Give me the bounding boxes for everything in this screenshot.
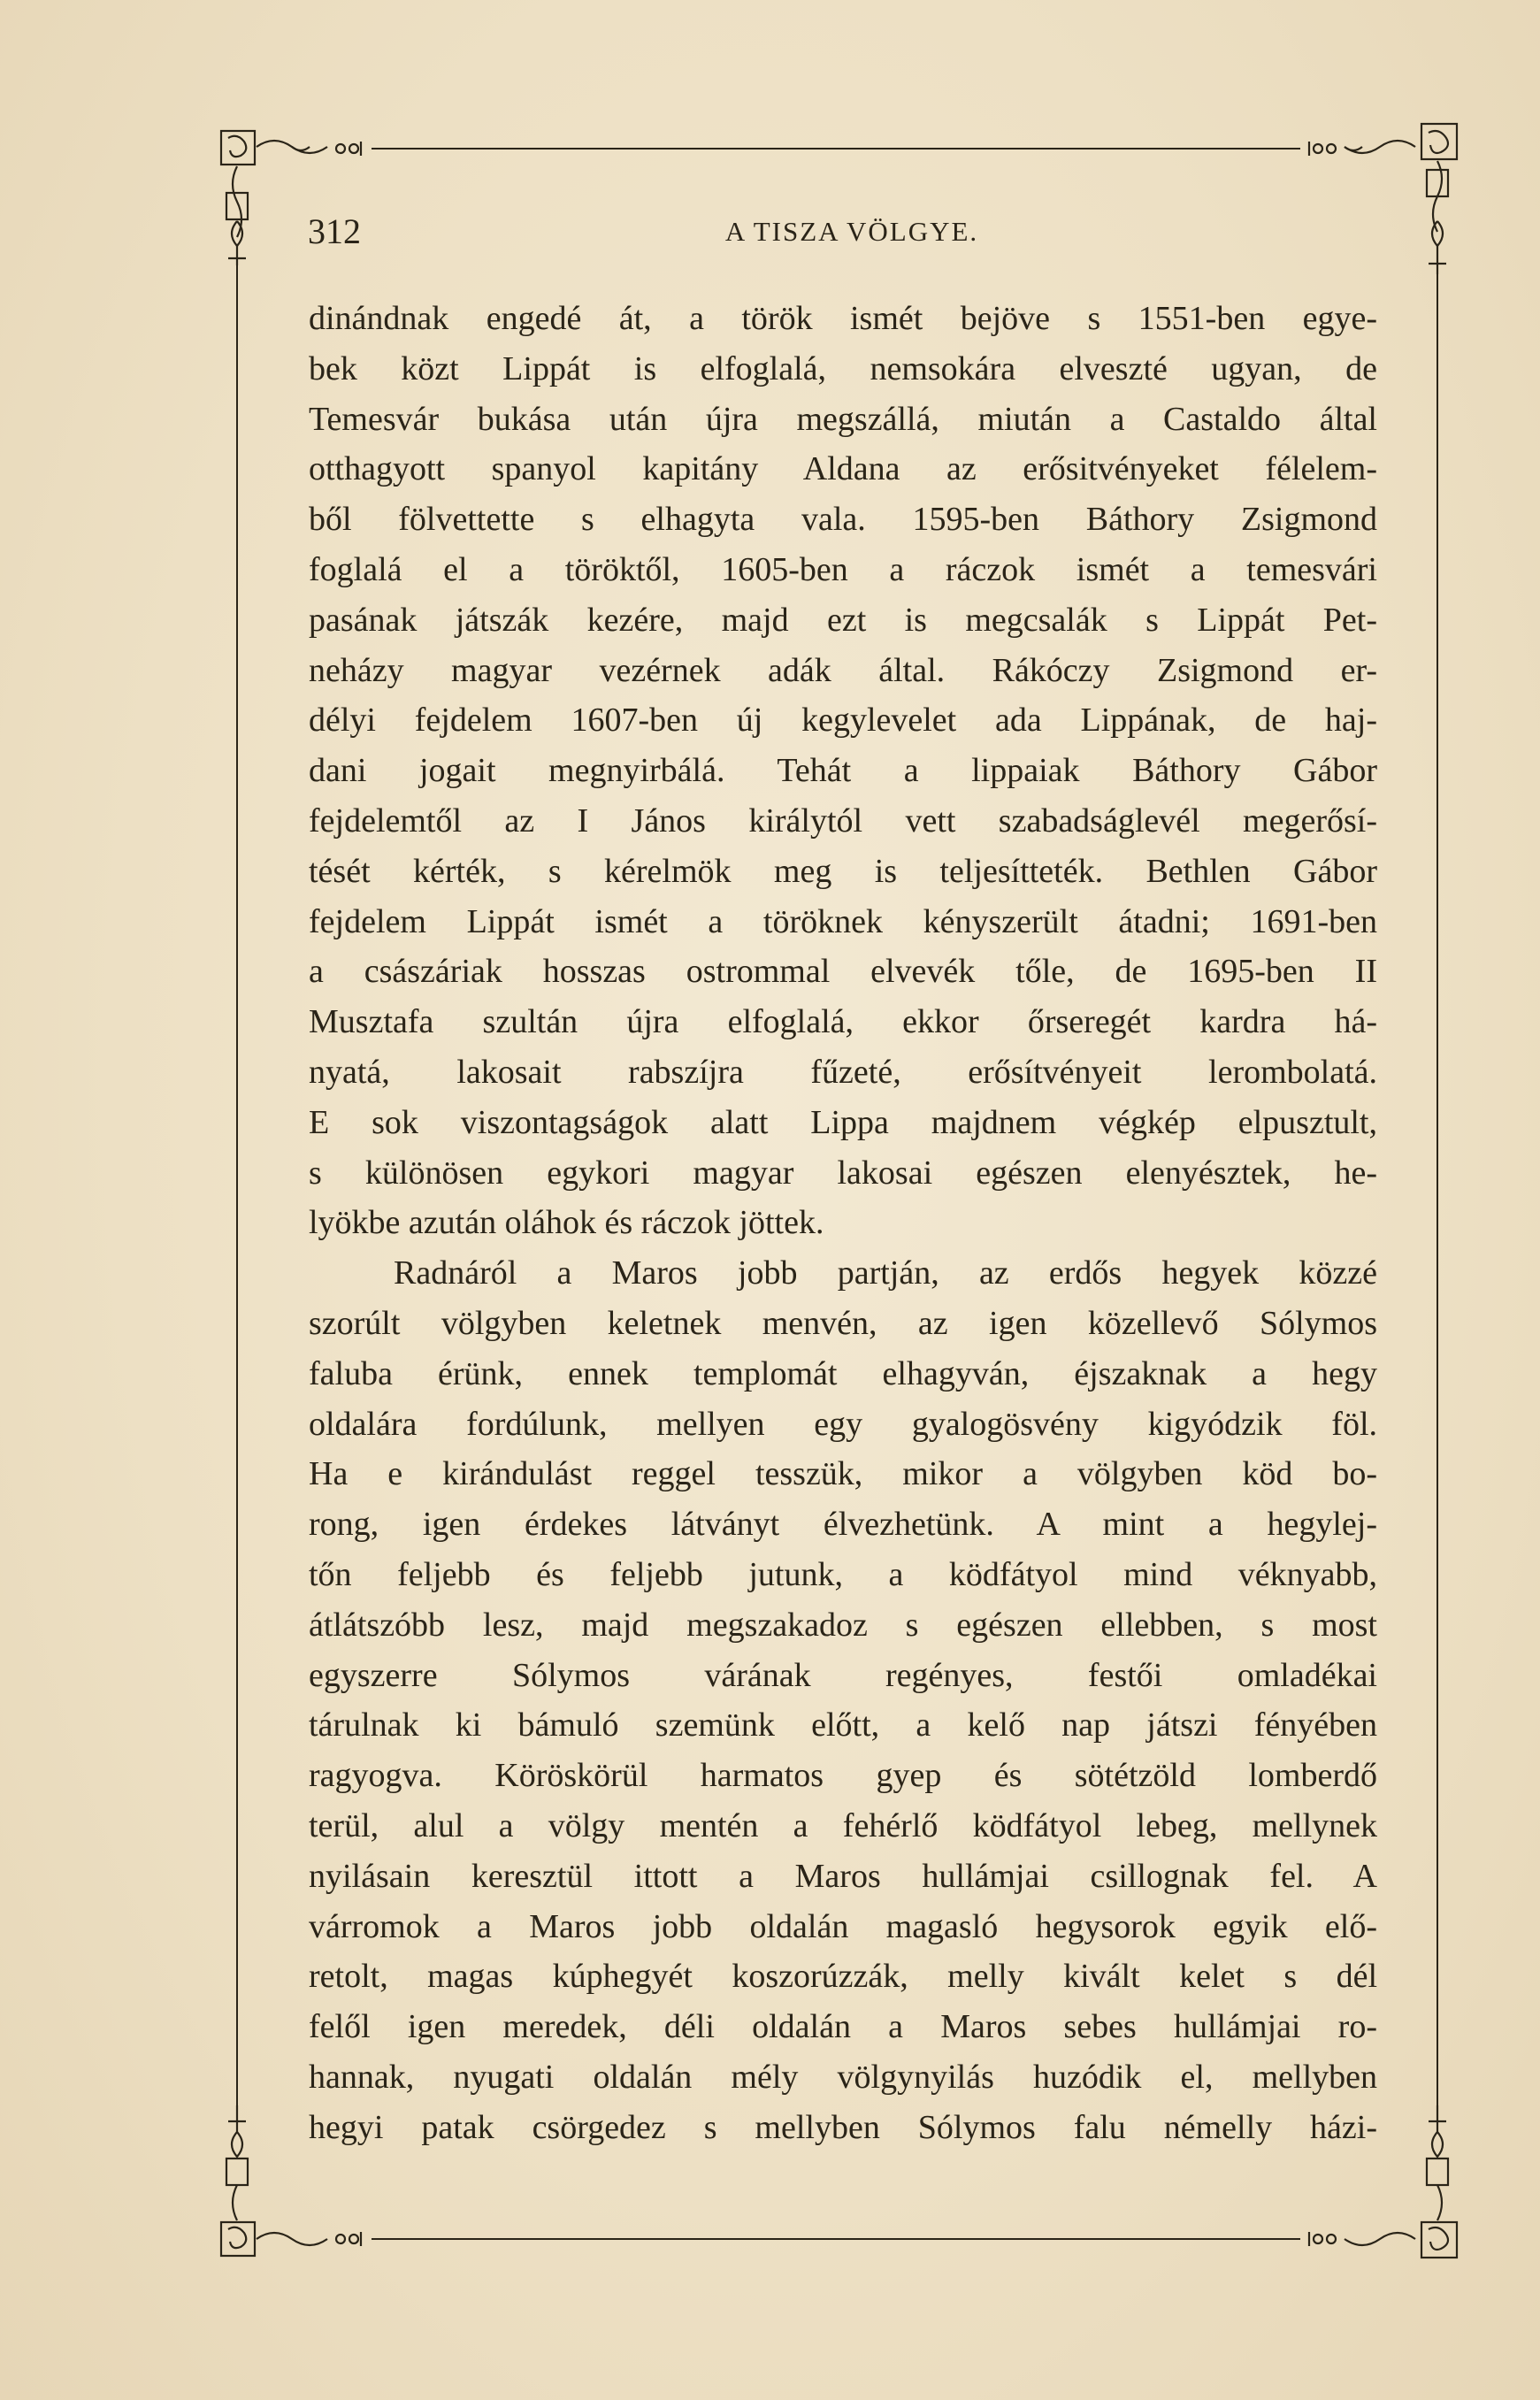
body-text [309,294,1377,2152]
text-line: fejdelem Lippát ismét a töröknek kényszerült átadni; 1691-ben [309,902,1377,940]
text-line: bek közt Lippát is elfoglalá, nemsokára elveszté ugyan, de [309,349,1377,387]
text-line: dani jogait megnyirbálá. Tehát a lippaiak Báthory Gábor [309,752,1377,790]
text-line: átlátszóbb lesz, majd megszakadoz s egészen ellebben, s most [309,1606,1377,1644]
text-line: rong, igen érdekes látványt élvezhetünk. A mint a hegylej- [309,1506,1377,1544]
text-line: délyi fejdelem 1607-ben új kegylevelet ada Lippának, de haj- [309,702,1377,740]
text-line: hannak, nyugati oldalán mély völgynyilás huzódik el, mellyben [309,2058,1377,2096]
text-line: ragyogva. Köröskörül harmatos gyep és sötétzöld lomberdő [309,1757,1377,1795]
text-line: terül, alul a völgy mentén a fehérlő ködfátyol lebeg, mellynek [309,1806,1377,1844]
text-line: felől igen meredek, déli oldalán a Maros sebes hullámjai ro- [309,2008,1377,2046]
text-line: várromok a Maros jobb oldalán magasló hegysorok egyik elő- [309,1907,1377,1945]
text-line: tárulnak ki bámuló szemünk előtt, a kelő nap játszi fényében [309,1706,1377,1744]
paragraph-end-line: lyökbe azután oláhok és ráczok jöttek. [309,1204,824,1242]
text-line: retolt, magas kúphegyét koszorúzzák, melly kivált kelet s dél [309,1958,1377,1996]
text-line: E sok viszontagságok alatt Lippa majdnem végkép elpusztult, [309,1103,1377,1141]
text-line: Ha e kirándulást reggel tesszük, mikor a völgyben köd bo- [309,1455,1377,1493]
text-line: tését kérték, s kérelmök meg is teljesítteték. Bethlen Gábor [309,852,1377,890]
text-line: faluba érünk, ennek templomát elhagyván, éjszaknak a hegy [309,1354,1377,1392]
page-header [308,211,1396,264]
page-number: 312 [308,211,361,251]
text-line: tőn feljebb és feljebb jutunk, a ködfátyol mind véknyabb, [309,1555,1377,1593]
text-line: Temesvár bukása után újra megszállá, miután a Castaldo által [309,400,1377,438]
text-line: fejdelemtől az I János királytól vett szabadságlevél megerősí- [309,801,1377,840]
text-line: egyszerre Sólymos várának regényes, festői omladékai [309,1656,1377,1694]
text-line: neházy magyar vezérnek adák által. Rákóczy Zsigmond er- [309,651,1377,689]
text-line: Musztafa szultán újra elfoglalá, ekkor őrseregét kardra há- [309,1003,1377,1041]
text-line: a császáriak hosszas ostrommal elvevék tőle, de 1695-ben II [309,953,1377,991]
text-line: szorúlt völgyben keletnek menvén, az igen közellevő Sólymos [309,1304,1377,1342]
text-line: s különösen egykori magyar lakosai egészen elenyésztek, he- [309,1154,1377,1192]
text-line: nyilásain keresztül ittott a Maros hullámjai csillognak fel. A [309,1857,1377,1895]
text-line: dinándnak engedé át, a török ismét bejöve s 1551-ben egye- [309,300,1377,337]
text-line: oldalára fordúlunk, mellyen egy gyalogösvény kigyódzik föl. [309,1405,1377,1443]
running-title: A TISZA VÖLGYE. [724,216,979,247]
text-line: nyatá, lakosait rabszíjra fűzeté, erősítvényeit lerombolatá. [309,1053,1377,1091]
text-line: ből fölvettette s elhagyta vala. 1595-ben Báthory Zsigmond [309,501,1377,539]
text-line: pasának játszák kezére, majd ezt is megcsalák s Lippát Pet- [309,601,1377,639]
paragraph-start-line: Radnáról a Maros jobb partján, az erdős hegyek közzé [394,1254,1377,1292]
text-line: hegyi patak csörgedez s mellyben Sólymos falu némelly házi- [309,2108,1377,2146]
text-line: foglalá el a töröktől, 1605-ben a ráczok ismét a temesvári [309,550,1377,588]
text-line: otthagyott spanyol kapitány Aldana az erősitvényeket félelem- [309,450,1377,488]
